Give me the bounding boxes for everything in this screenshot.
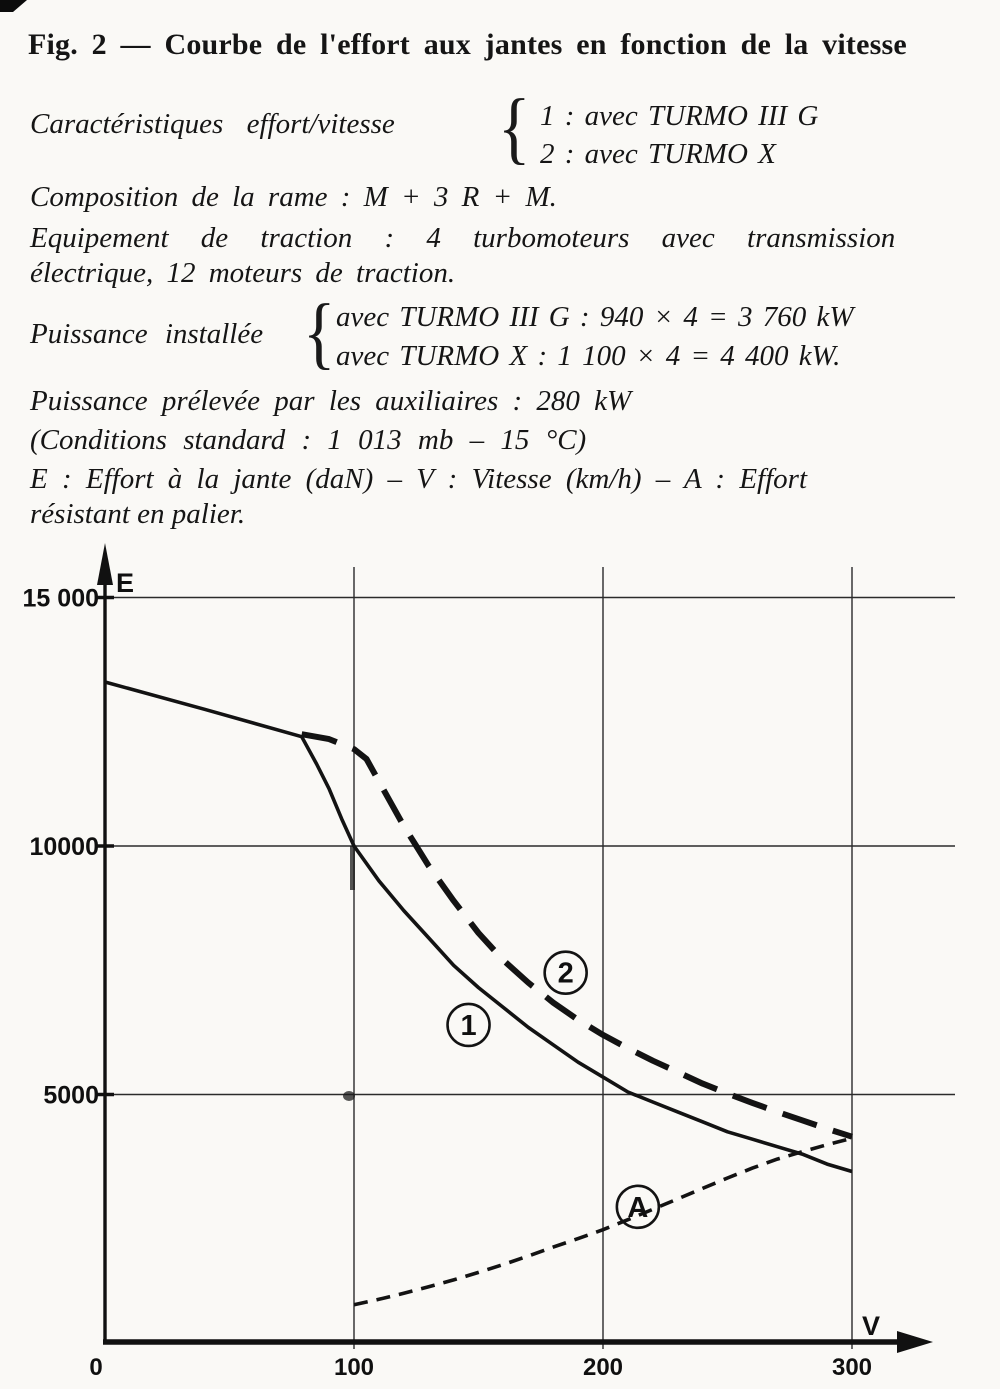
y-tick-label: 10000	[29, 833, 99, 861]
x-axis	[103, 1311, 933, 1353]
y-axis-arrow-icon	[97, 543, 113, 585]
puissance-item-2: avec TURMO X : 1 100 × 4 = 4 400 kW.	[336, 340, 841, 372]
tick-labels	[23, 585, 872, 1382]
y-tick-label: 15 000	[22, 584, 99, 613]
puissance-item-1: avec TURMO III G : 940 × 4 = 3 760 kW	[336, 301, 854, 333]
scan-artifacts	[343, 846, 355, 1101]
brace-puissance: {	[302, 289, 336, 377]
y-axis-label: E	[116, 568, 135, 598]
y-tick-label: 5000	[43, 1081, 99, 1110]
x-tick-label: 100	[333, 1354, 375, 1381]
x-axis-label: V	[862, 1311, 881, 1341]
brace-caracteristiques: {	[497, 84, 531, 172]
effort-speed-chart	[0, 535, 1000, 1389]
figure-title: Fig. 2 — Courbe de l'effort aux jantes en fonction de la vitesse	[28, 28, 907, 61]
curve-2	[302, 734, 852, 1136]
x-tick-label: 200	[582, 1354, 624, 1381]
curve-label-text-A: A	[627, 1191, 649, 1224]
curves	[105, 682, 852, 1305]
x-tick-label: 0	[89, 1354, 103, 1381]
legende-line-1: E : Effort à la jante (daN) – V : Vitesse (km/h) – A : Effort	[30, 463, 808, 495]
conditions-text: (Conditions standard : 1 013 mb – 15 °C)	[30, 424, 587, 456]
equipement-line-1: Equipement de traction : 4 turbomoteurs avec transmission	[30, 222, 896, 254]
gridlines	[96, 567, 955, 1349]
curve-label-text-1: 1	[460, 1009, 477, 1042]
legende-line-2: résistant en palier.	[30, 498, 246, 530]
equipement-line-2: électrique, 12 moteurs de traction.	[30, 257, 456, 289]
composition-text: Composition de la rame : M + 3 R + M.	[30, 181, 557, 213]
caracteristiques-label: Caractéristiques effort/vitesse	[30, 108, 395, 140]
puissance-installee-label: Puissance installée	[30, 318, 264, 350]
x-axis-arrow-icon	[897, 1331, 933, 1353]
puissance-auxiliaires-text: Puissance prélevée par les auxiliaires : 280 kW	[30, 385, 632, 417]
caracteristiques-item-2: 2 : avec TURMO X	[540, 138, 776, 170]
x-tick-label: 300	[831, 1354, 873, 1381]
scan-artifact-corner	[0, 0, 27, 12]
curve-label-text-2: 2	[557, 957, 574, 990]
y-axis	[97, 543, 134, 1344]
caracteristiques-item-1: 1 : avec TURMO III G	[540, 100, 819, 132]
